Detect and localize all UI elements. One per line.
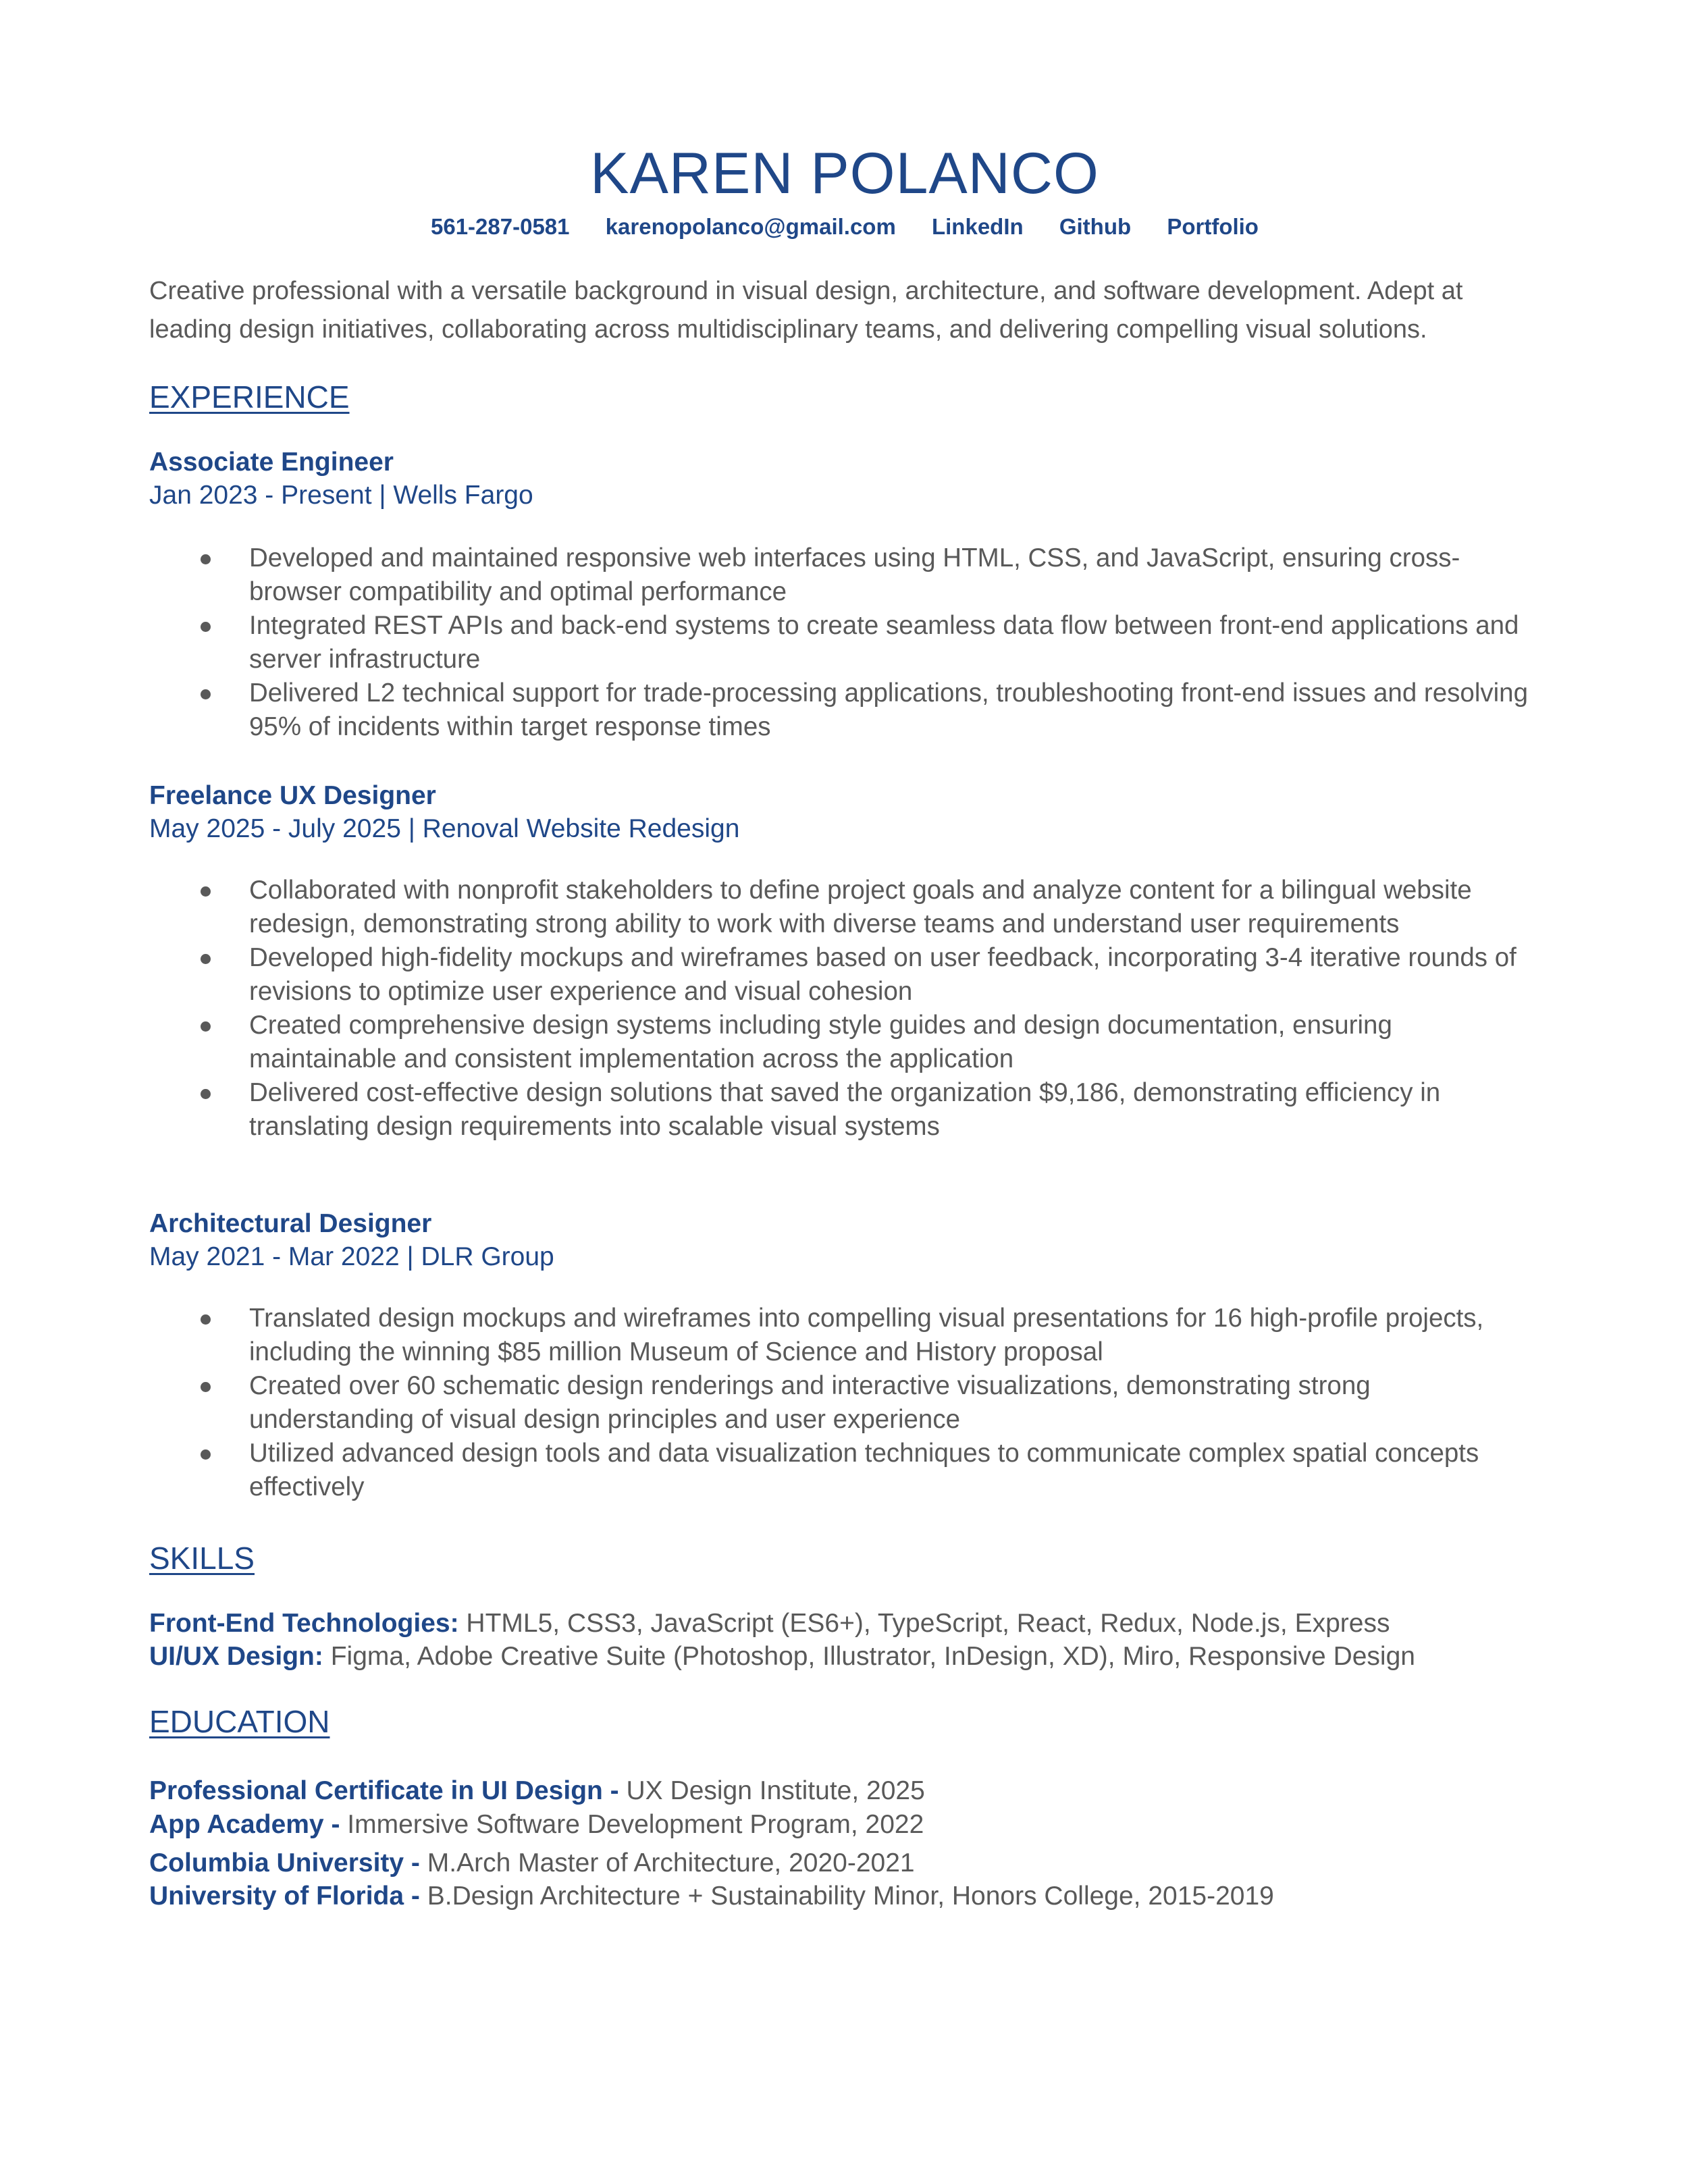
skill-value: Figma, Adobe Creative Suite (Photoshop, Illustrator, InDesign, XD), Miro, Responsive Design xyxy=(330,1642,1415,1671)
bullet-text: Utilized advanced design tools and data visualization techniques to communicate complex spatial concepts effectively xyxy=(249,1439,1479,1501)
skills-heading: SKILLS xyxy=(149,1541,255,1576)
list-item xyxy=(149,541,1540,609)
list-item xyxy=(149,1302,1540,1369)
github-link[interactable]: Github xyxy=(1059,214,1132,239)
school-name: University of Florida - xyxy=(149,1882,420,1911)
bullet-text: Created over 60 schematic design renderings and interactive visualizations, demonstrating strong understanding of visual design principles and user experience xyxy=(249,1371,1371,1434)
bullet-text: Collaborated with nonprofit stakeholders to define project goals and analyze content for a bilingual website redesign, demonstrating strong ability to work with diverse teams and understand user requirements xyxy=(249,876,1472,938)
list-item xyxy=(149,1076,1540,1144)
job-meta: May 2021 - Mar 2022 | DLR Group xyxy=(149,1242,554,1271)
skill-row xyxy=(149,1640,1415,1674)
education-row xyxy=(149,1846,915,1880)
bullet-icon xyxy=(201,1449,211,1460)
job-meta: Jan 2023 - Present | Wells Fargo xyxy=(149,481,533,510)
skill-row xyxy=(149,1607,1390,1641)
education-row xyxy=(149,1774,925,1808)
bullet-icon xyxy=(201,554,211,564)
portfolio-link[interactable]: Portfolio xyxy=(1167,214,1259,239)
bullet-text: Developed and maintained responsive web interfaces using HTML, CSS, and JavaScript, ensuring cross-browser compatibility and optimal performance xyxy=(249,543,1460,606)
bullet-icon xyxy=(201,1021,211,1032)
bullet-text: Created comprehensive design systems including style guides and design documentation, ensuring maintainable and consistent implementation across the application xyxy=(249,1011,1392,1073)
job-bullet-list xyxy=(149,541,1540,744)
education-detail: M.Arch Master of Architecture, 2020-2021 xyxy=(427,1848,915,1877)
bullet-text: Translated design mockups and wireframes into compelling visual presentations for 16 high-profile projects, including the winning $85 million Museum of Science and History proposal xyxy=(249,1304,1484,1366)
bullet-icon xyxy=(201,1382,211,1392)
skill-label: UI/UX Design: xyxy=(149,1642,323,1671)
education-detail: UX Design Institute, 2025 xyxy=(626,1776,925,1805)
job-bullet-list xyxy=(149,874,1540,1144)
bullet-icon xyxy=(201,1314,211,1325)
bullet-icon xyxy=(201,622,211,632)
bullet-text: Delivered L2 technical support for trade-processing applications, troubleshooting front-end issues and resolving 95% of incidents within target response times xyxy=(249,678,1529,741)
school-name: Professional Certificate in UI Design - xyxy=(149,1776,619,1805)
bullet-icon xyxy=(201,954,211,964)
job-bullet-list xyxy=(149,1302,1540,1504)
list-item xyxy=(149,609,1540,676)
skill-value: HTML5, CSS3, JavaScript (ES6+), TypeScript, React, Redux, Node.js, Express xyxy=(466,1609,1390,1638)
list-item xyxy=(149,874,1540,941)
bullet-text: Integrated REST APIs and back-end systems to create seamless data flow between front-end applications and server infrastructure xyxy=(249,611,1519,674)
education-row xyxy=(149,1880,1274,1913)
skill-label: Front-End Technologies: xyxy=(149,1609,459,1638)
list-item xyxy=(149,941,1540,1009)
school-name: Columbia University - xyxy=(149,1848,420,1877)
education-detail: Immersive Software Development Program, 2022 xyxy=(347,1810,924,1839)
job-title: Associate Engineer xyxy=(149,448,394,477)
linkedin-link[interactable]: LinkedIn xyxy=(931,214,1024,239)
phone-number[interactable]: 561-287-0581 xyxy=(431,214,570,239)
list-item xyxy=(149,1437,1540,1504)
contact-bar xyxy=(149,213,1540,240)
bullet-icon xyxy=(201,886,211,897)
education-detail: B.Design Architecture + Sustainability Minor, Honors College, 2015-2019 xyxy=(427,1882,1274,1911)
bullet-text: Developed high-fidelity mockups and wireframes based on user feedback, incorporating 3-4 iterative rounds of revisions to optimize user experience and visual cohesion xyxy=(249,943,1516,1006)
job-title: Architectural Designer xyxy=(149,1209,432,1238)
list-item xyxy=(149,1009,1540,1076)
education-heading: EDUCATION xyxy=(149,1704,330,1739)
list-item xyxy=(149,676,1540,744)
candidate-name: KAREN POLANCO xyxy=(590,141,1099,206)
bullet-icon xyxy=(201,689,211,699)
experience-heading: EXPERIENCE xyxy=(149,379,350,415)
professional-summary: Creative professional with a versatile background in visual design, architecture, and software development. Adept at leading design initiatives, collaborating across multidisciplinary teams, and delivering compelling visual solutions. xyxy=(149,277,1463,344)
email-link[interactable]: karenopolanco@gmail.com xyxy=(605,214,896,239)
bullet-text: Delivered cost-effective design solutions that saved the organization $9,186, demonstrating efficiency in translating design requirements into scalable visual systems xyxy=(249,1078,1441,1141)
list-item xyxy=(149,1369,1540,1437)
job-title: Freelance UX Designer xyxy=(149,781,436,810)
education-row xyxy=(149,1808,924,1842)
job-meta: May 2025 - July 2025 | Renoval Website Redesign xyxy=(149,814,740,843)
school-name: App Academy - xyxy=(149,1810,340,1839)
bullet-icon xyxy=(201,1089,211,1099)
